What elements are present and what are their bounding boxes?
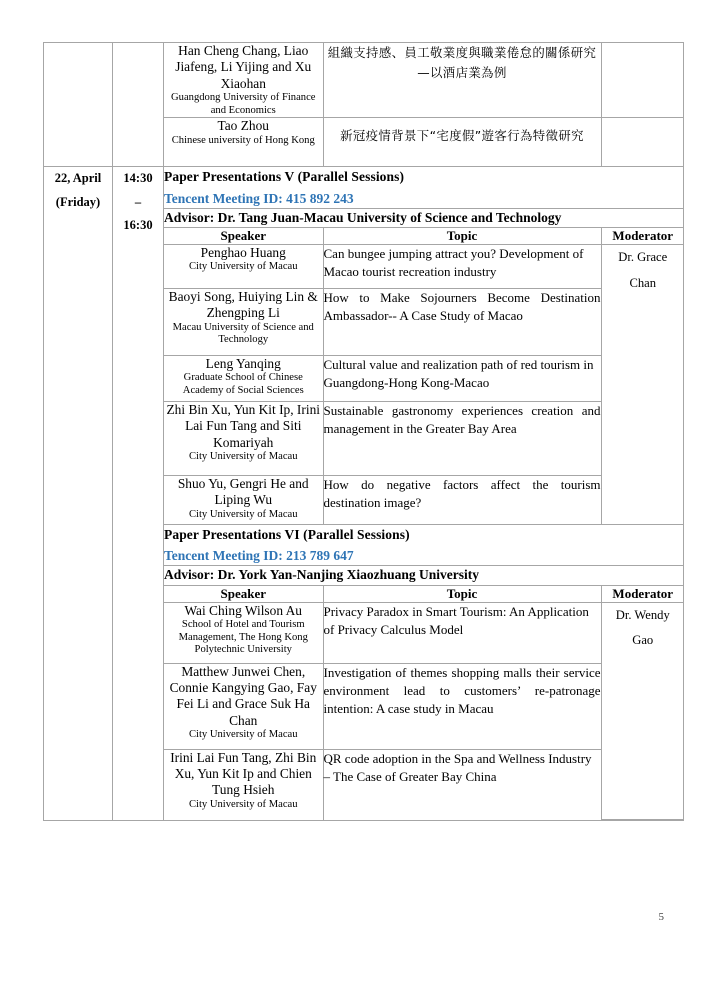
- top-block-inner-table: [164, 43, 684, 166]
- time-cell-empty: [113, 43, 164, 167]
- speaker-name: Zhi Bin Xu, Yun Kit Ip, Irini Lai Fun Tang and Siti Komariyah: [166, 401, 320, 450]
- topic-cell: Cultural value and realization path of red tourism in Guangdong-Hong Kong-Macao: [323, 355, 601, 401]
- topic-cell: Can bungee jumping attract you? Development of Macao tourist recreation industry: [323, 244, 601, 288]
- topic-cell: How do negative factors affect the tourism destination image?: [323, 475, 601, 524]
- column-header-speaker: Speaker: [164, 227, 323, 244]
- table-row: [164, 43, 684, 118]
- speaker-affiliation: City University of Macau: [188, 261, 298, 273]
- moderator-line-2: Chan: [629, 275, 657, 290]
- speaker-cell: [164, 401, 323, 475]
- session-header-row: [164, 524, 684, 565]
- speaker-name: Penghao Huang: [200, 244, 286, 260]
- table-row: [164, 602, 684, 663]
- speaker-cell: [164, 663, 323, 749]
- speaker-cell: [164, 749, 323, 820]
- speaker-cell: [164, 355, 323, 401]
- table-row: [44, 43, 684, 167]
- moderator-cell: [601, 244, 684, 524]
- session-header-row: [164, 167, 684, 208]
- speaker-name: Tao Zhou: [217, 118, 269, 134]
- speaker-cell: [164, 244, 323, 288]
- speaker-cell: [164, 43, 323, 118]
- speaker-cell: [164, 475, 323, 524]
- column-header-row: [164, 585, 684, 602]
- table-row: [164, 244, 684, 288]
- speaker-affiliation: Guangdong University of Finance and Economics: [171, 92, 316, 116]
- speaker-affiliation: Chinese university of Hong Kong: [171, 134, 315, 146]
- session-header-v: [164, 167, 684, 208]
- session-title: Paper Presentations VI (Parallel Sessions): [164, 526, 410, 542]
- topic-cell: Sustainable gastronomy experiences creation and management in the Greater Bay Area: [323, 401, 601, 475]
- advisor-row: [164, 208, 684, 227]
- speaker-affiliation: City University of Macau: [188, 728, 298, 740]
- tencent-meeting-id[interactable]: Tencent Meeting ID: 213 789 647: [164, 548, 354, 564]
- column-header-moderator: Moderator: [601, 227, 684, 244]
- column-header-moderator: Moderator: [601, 585, 684, 602]
- moderator-line-2: Gao: [632, 633, 654, 648]
- date-line-2: (Friday): [55, 194, 101, 209]
- time-cell: [113, 167, 164, 821]
- time-start: 14:30: [123, 171, 153, 186]
- tencent-meeting-id[interactable]: Tencent Meeting ID: 415 892 243: [164, 190, 354, 206]
- time-dash: –: [134, 194, 142, 209]
- speaker-name: Matthew Junwei Chen, Connie Kangying Gao, Fay Fei Li and Grace Suk Ha Chan: [169, 663, 317, 728]
- moderator-line-1: Dr. Wendy: [615, 607, 670, 622]
- speaker-name: Wai Ching Wilson Au: [184, 602, 303, 618]
- topic-cell: Privacy Paradox in Smart Tourism: An Application of Privacy Calculus Model: [323, 602, 601, 663]
- speaker-name: Leng Yanqing: [205, 355, 281, 371]
- speaker-cell: [164, 602, 323, 663]
- speaker-name: Han Cheng Chang, Liao Jiafeng, Li Yijing and Xu Xiaohan: [175, 43, 312, 91]
- speaker-affiliation: City University of Macau: [188, 451, 298, 462]
- date-cell: [44, 167, 113, 821]
- topic-cell: 組織支持感、員工敬業度與職業倦怠的關係研究—以酒店業為例: [323, 43, 601, 118]
- topic-cell: QR code adoption in the Spa and Wellness Industry – The Case of Greater Bay China: [323, 749, 601, 820]
- speaker-affiliation: City University of Macau: [188, 508, 298, 520]
- column-header-row: [164, 227, 684, 244]
- conference-schedule-table: [43, 42, 684, 821]
- topic-cell: Investigation of themes shopping malls their service environment lead to customers’ re-patronage intention: A case study in Macau: [323, 663, 601, 749]
- sessions-inner-table: [164, 167, 684, 820]
- column-header-topic: Topic: [323, 585, 601, 602]
- time-end: 16:30: [123, 217, 153, 232]
- topic-cell: How to Make Sojourners Become Destination Ambassador-- A Case Study of Macao: [323, 288, 601, 355]
- date-cell-empty: [44, 43, 113, 167]
- speaker-cell: [164, 118, 323, 167]
- table-row: [44, 167, 684, 821]
- session-title: Paper Presentations V (Parallel Sessions): [164, 169, 405, 185]
- speaker-affiliation: Macau University of Science and Technology: [172, 321, 314, 346]
- speaker-affiliation: City University of Macau: [188, 798, 298, 810]
- topic-cell: 新冠疫情背景下“宅度假”遊客行為特徵研究: [323, 118, 601, 167]
- top-block-container: [164, 43, 684, 167]
- speaker-affiliation: School of Hotel and Tourism Management, The Hong Kong Polytechnic University: [178, 618, 308, 656]
- column-header-speaker: Speaker: [164, 585, 323, 602]
- speaker-name: Shuo Yu, Gengri He and Liping Wu: [177, 475, 309, 508]
- speaker-name: Irini Lai Fun Tang, Zhi Bin Xu, Yun Kit Ip and Chien Tung Hsieh: [170, 749, 317, 798]
- moderator-cell-empty: [601, 118, 684, 167]
- advisor-vi: Advisor: Dr. York Yan-Nanjing Xiaozhuang University: [164, 566, 684, 585]
- moderator-cell: [601, 602, 684, 820]
- advisor-v: Advisor: Dr. Tang Juan-Macau University of Science and Technology: [164, 208, 684, 227]
- table-row: [164, 118, 684, 167]
- sessions-container: [164, 167, 684, 821]
- session-header-vi: [164, 524, 684, 565]
- speaker-cell: [164, 288, 323, 355]
- advisor-row: [164, 566, 684, 585]
- moderator-line-1: Dr. Grace: [618, 249, 668, 264]
- speaker-affiliation: Graduate School of Chinese Academy of Social Sciences: [182, 372, 304, 397]
- speaker-name: Baoyi Song, Huiying Lin & Zhengping Li: [168, 288, 318, 321]
- column-header-topic: Topic: [323, 227, 601, 244]
- date-line-1: 22, April: [54, 171, 102, 186]
- moderator-cell-empty: [601, 43, 684, 118]
- page-number: 5: [658, 911, 664, 923]
